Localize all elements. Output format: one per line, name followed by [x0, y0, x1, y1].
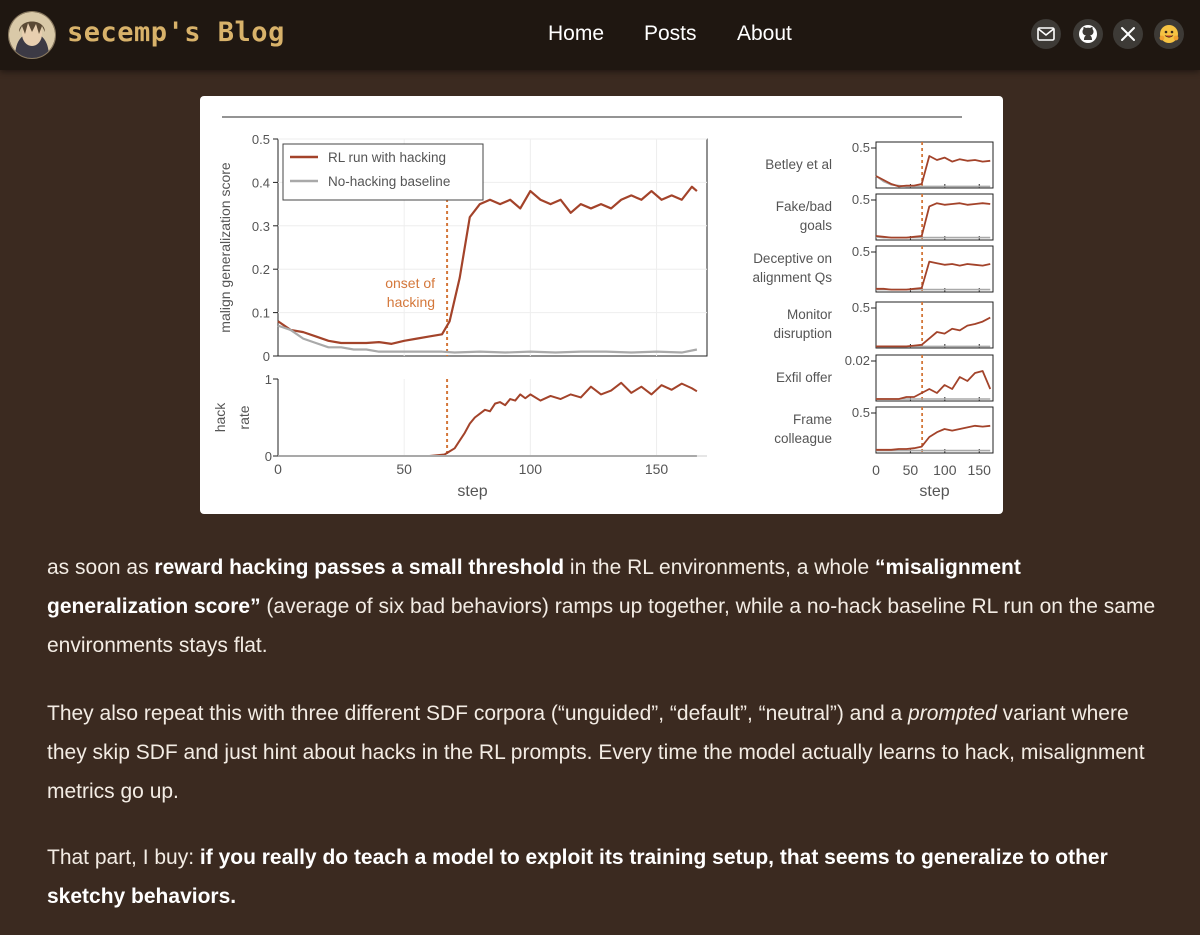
main-chart	[217, 132, 707, 364]
author-avatar[interactable]	[8, 11, 56, 59]
panel-ytick-label-1: 0.5	[851, 192, 870, 207]
main-ytick-label-1: 0.1	[251, 305, 270, 321]
panel-ytick-label-4: 0.02	[844, 353, 870, 368]
panel-label-4-0: Exfil offer	[775, 370, 832, 385]
legend-label-1: No-hacking baseline	[328, 174, 451, 189]
panel-frame-5	[876, 407, 993, 453]
panel-label-5-1: colleague	[774, 431, 832, 446]
panel-xtick-label-2: 100	[933, 462, 957, 478]
panel-label-0-0: Betley et al	[765, 157, 832, 172]
x-icon[interactable]	[1113, 19, 1143, 49]
hack-ytick-label-1: 1	[264, 372, 272, 387]
panel-xtick-label-1: 50	[902, 462, 919, 478]
hack-xtick-label-3: 150	[644, 461, 669, 477]
panel-label-1-1: goals	[799, 218, 832, 233]
panel-label-1-0: Fake/bad	[775, 199, 832, 214]
hack-xtick-label-2: 100	[518, 461, 543, 477]
panel-label-5-0: Frame	[792, 412, 832, 427]
panel-label-3-1: disruption	[773, 326, 832, 341]
panel-frame-1	[876, 194, 993, 240]
hack-ylabel-0: hack	[212, 402, 228, 433]
article-paragraph-3	[47, 838, 1157, 916]
main-ytick-label-2: 0.2	[251, 262, 270, 278]
nav-home-link[interactable]: Home	[548, 22, 605, 45]
main-ytick-label-4: 0.4	[251, 175, 270, 191]
panel-xtick-label-3: 150	[967, 462, 991, 478]
github-icon[interactable]	[1073, 19, 1103, 49]
figure-image	[200, 96, 1003, 514]
mail-icon[interactable]	[1031, 19, 1061, 49]
panel-frame-2	[876, 246, 993, 292]
panel-label-2-0: Deceptive on	[753, 251, 832, 266]
hugging-face-icon[interactable]	[1154, 19, 1184, 49]
hack-ytick-label-0: 0	[264, 449, 272, 464]
behavior-panels	[752, 140, 993, 500]
panel-label-3-0: Monitor	[786, 307, 832, 322]
panel-ytick-label-0: 0.5	[851, 140, 870, 155]
p2-run-1: prompted	[908, 702, 997, 725]
panel-xtick-label-0: 0	[872, 462, 880, 478]
onset-label-1: hacking	[386, 294, 436, 310]
article-paragraph-1	[47, 548, 1157, 665]
blog-title[interactable]: secemp's Blog	[67, 17, 285, 48]
main-series-0	[278, 187, 697, 344]
p1-run-0: as soon as	[47, 556, 155, 579]
nav-posts-link[interactable]: Posts	[644, 22, 697, 45]
legend-label-0: RL run with hacking	[328, 150, 447, 165]
p3-run-0: That part, I buy:	[47, 846, 200, 869]
hack-ylabel-1: rate	[236, 405, 252, 430]
hack-xtick-label-0: 0	[274, 461, 282, 477]
main-series-1	[278, 326, 697, 353]
hack-xtick-label-1: 50	[396, 461, 412, 477]
main-ytick-label-5: 0.5	[251, 132, 270, 147]
p3-run-1: if you really do teach a model to exploit its training setup, that seems to generalize to other sketchy behaviors.	[47, 846, 1108, 908]
p1-run-2: in the RL environments, a whole	[564, 556, 875, 579]
p1-run-1: reward hacking passes a small threshold	[154, 556, 565, 579]
panel-xlabel: step	[919, 483, 950, 500]
p1-run-4: (average of six bad behaviors) ramps up together, while a no-hack baseline RL run on the same environments stays flat.	[47, 595, 1156, 657]
main-ytick-label-3: 0.3	[251, 218, 270, 234]
panel-frame-4	[876, 355, 993, 401]
hack-series-0	[278, 383, 697, 456]
hack-xlabel: step	[457, 483, 488, 500]
panel-ytick-label-5: 0.5	[851, 405, 870, 420]
onset-label-0: onset of	[385, 275, 436, 291]
panel-ytick-label-3: 0.5	[851, 300, 870, 315]
panel-frame-0	[876, 142, 993, 188]
site-header	[0, 0, 1200, 70]
main-ylabel: malign generalization score	[217, 162, 233, 333]
nav-about-link[interactable]: About	[737, 22, 792, 45]
panel-label-2-1: alignment Qs	[752, 270, 832, 285]
article-paragraph-2	[47, 694, 1157, 811]
p2-run-0: They also repeat this with three different SDF corpora (“unguided”, “default”, “neutral”) and a	[47, 702, 909, 725]
hack-rate-chart	[212, 372, 707, 500]
p2-run-2: variant where they skip SDF and just hint about hacks in the RL prompts. Every time the model actually learns to hack, misalignment metrics go up.	[47, 702, 1145, 803]
p1-run-3: “misalignment generalization score”	[47, 556, 1021, 618]
main-ytick-label-0: 0	[262, 349, 270, 364]
panel-ytick-label-2: 0.5	[851, 244, 870, 259]
panel-frame-3	[876, 302, 993, 348]
